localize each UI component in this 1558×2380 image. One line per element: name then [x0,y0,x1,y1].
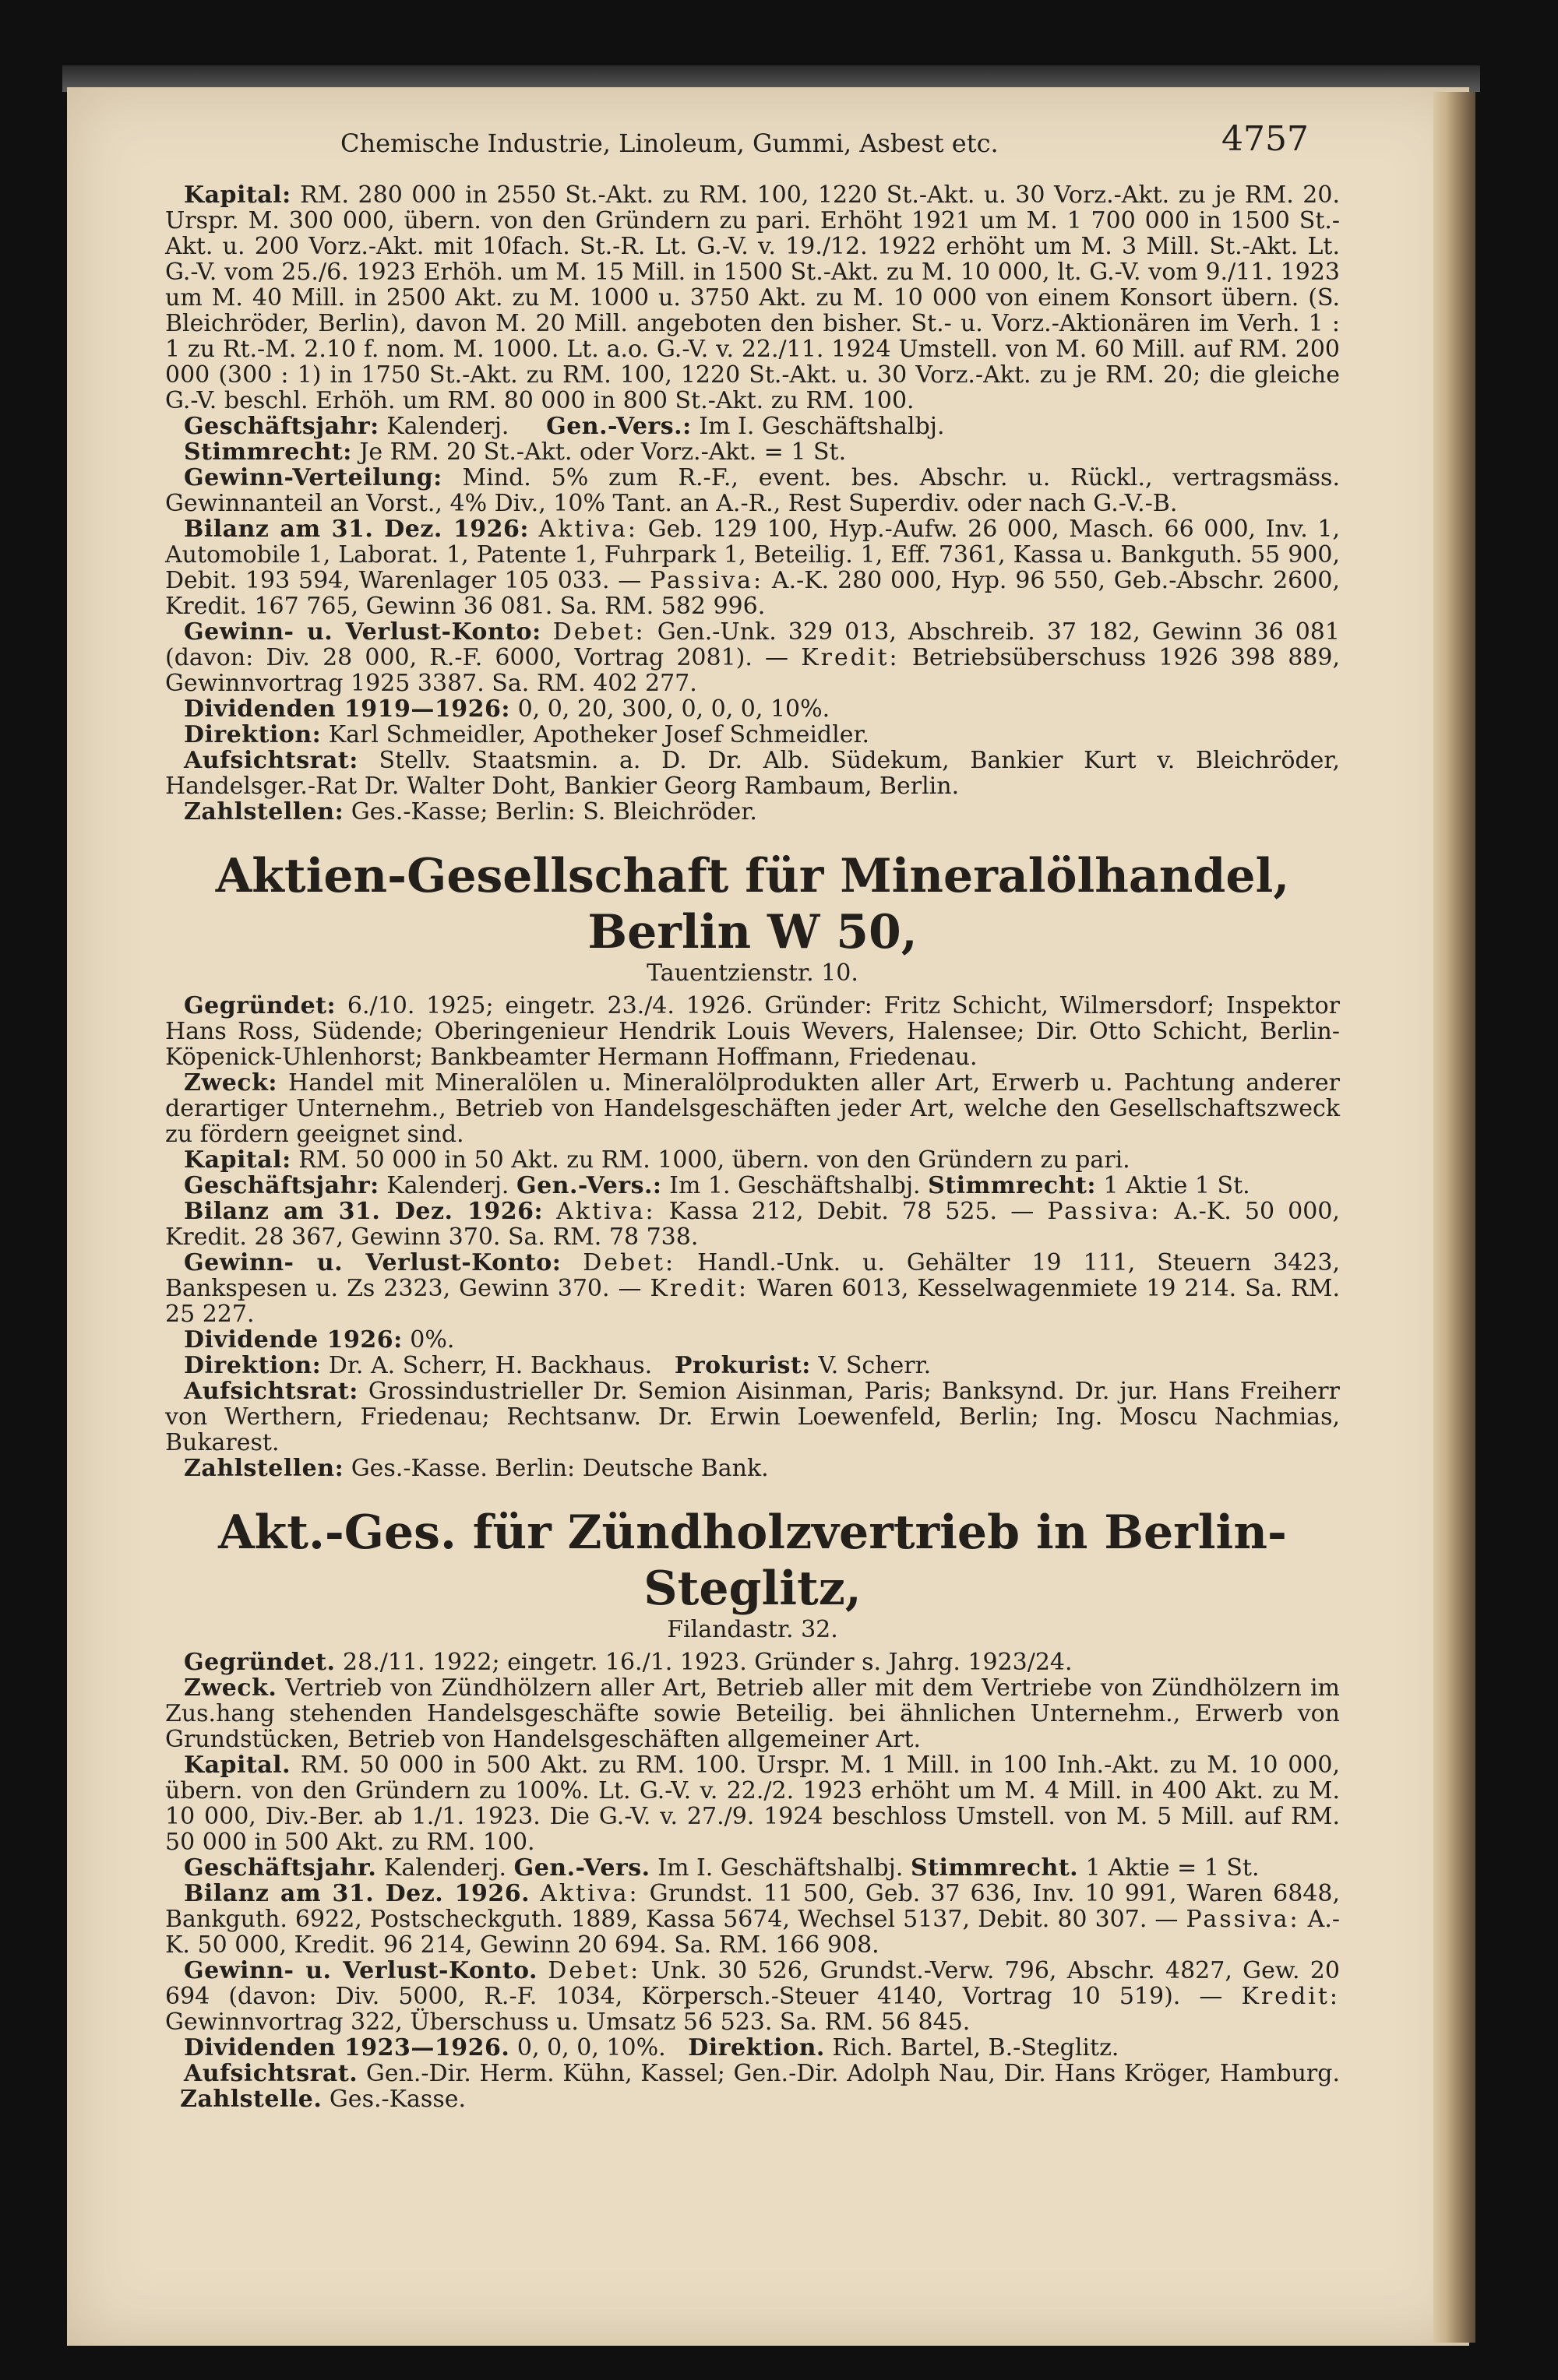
c2-company-title: Aktien-Gesellschaft für Mineralölhandel, Berlin W 50, [215,849,1290,959]
c2-zahlstellen: Zahlstellen: Ges.-Kasse. Berlin: Deutsche Bank. [184,1455,769,1482]
c2-zweck: Zweck: Handel mit Mineralölen u. Mineralölprodukten aller Art, Erwerb u. Pachtung anderer derartiger Unternehm., Betrieb von Handelsgeschäften jeder Art, welche den Gesellschaftszweck zu fördern geeignet sind. [165,1069,1340,1148]
c3-gewinn-verlust: Gewinn- u. Verlust-Konto. Debet: Unk. 30 526, Grundst.-Verw. 796, Abschr. 4827, Gew. 20 694 (davon: Div. 5000, R.-F. 1034, Körpersch.-Steuer 4140, Vortrag 10 519). — Kredit: Gewinnvortrag 322, Überschuss u. Umsatz 56 523. Sa. RM. 56 845. [165,1957,1340,2036]
c2-geschaeftsjahr: Geschäftsjahr: Kalenderj. Gen.-Vers.: Im 1. Geschäftshalbj. Stimmrecht: 1 Aktie 1 St. [184,1172,1250,1199]
c2-aufsichtsrat: Aufsichtsrat: Grossindustrieller Dr. Semion Aisinman, Paris; Banksynd. Dr. jur. Hans Freiherr von Werthern, Friedenau; Rechtsanw. Dr. Erwin Loewenfeld, Berlin; Ing. Moscu Nachmias, Bukarest. [165,1378,1340,1456]
c2-kapital: Kapital: RM. 50 000 in 50 Akt. zu RM. 1000, übern. von den Gründern zu pari. [184,1146,1130,1174]
c1-stimmrecht: Stimmrecht: Je RM. 20 St.-Akt. oder Vorz.-Akt. = 1 St. [184,438,847,466]
c1-direktion: Direktion: Karl Schmeidler, Apotheker Josef Schmeidler. [184,721,870,748]
c1-aufsichtsrat: Aufsichtsrat: Stellv. Staatsmin. a. D. Dr. Alb. Südekum, Bankier Kurt v. Bleichröder, Handelsger.-Rat Dr. Walter Doht, Bankier Georg Rambaum, Berlin. [165,747,1340,800]
c3-aufsichtsrat: Aufsichtsrat. Gen.-Dir. Herm. Kühn, Kassel; Gen.-Dir. Adolph Nau, Dir. Hans Kröger, Hamburg. Zahlstelle. Ges.-Kasse. [180,2060,1340,2113]
running-header [165,119,1340,178]
c1-gewinnverteilung: Gewinn-Verteilung: Mind. 5% zum R.-F., event. bes. Abschr. u. Rückl., vertragsmäss. Gewinnanteil an Vorst., 4% Div., 10% Tant. an A.-R., Rest Superdiv. oder nach G.-V.-B. [165,464,1340,517]
c2-direktion: Direktion: Dr. A. Scherr, H. Backhaus. Prokurist: V. Scherr. [184,1352,932,1379]
page-stack-edge [1433,92,1475,2343]
c2-gewinn-verlust: Gewinn- u. Verlust-Konto: Debet: Handl.-Unk. u. Gehälter 19 111, Steuern 3423, Bankspesen u. Zs 2323, Gewinn 370. — Kredit: Waren 6013, Kesselwagenmiete 19 214. Sa. RM. 25 227. [165,1249,1340,1328]
c3-company-title: Akt.-Ges. für Zündholzvertrieb in Berlin-Steglitz, [218,1505,1287,1616]
c1-kapital: Kapital: RM. 280 000 in 2550 St.-Akt. zu RM. 100, 1220 St.-Akt. u. 30 Vorz.-Akt. zu je RM. 20. Urspr. M. 300 000, übern. von den Gründern zu pari. Erhöht 1921 um M. 1 700 000 in 1500 St.-Akt. u. 200 Vorz.-Akt. mit 10fach. St.-R. Lt. G.-V. v. 19./12. 1922 erhöht um M. 3 Mill. St.-Akt. Lt. G.-V. vom 25./6. 1923 Erhöh. um M. 15 Mill. in 1500 St.-Akt. zu M. 10 000, lt. G.-V. vom 9./11. 1923 um M. 40 Mill. in 2500 Akt. zu M. 1000 u. 3750 Akt. zu M. 10 000 von einem Konsort übern. (S. Bleichröder, Berlin), davon M. 20 Mill. angeboten den bisher. St.- u. Vorz.-Aktionären im Verh. 1 : 1 zu Rt.-M. 2.10 f. nom. M. 1000. Lt. a.o. G.-V. v. 22./11. 1924 Umstell. von M. 60 Mill. auf RM. 200 000 (300 : 1) in 1750 St.-Akt. zu RM. 100, 1220 St.-Akt. u. 30 Vorz.-Akt. zu je RM. 20; die gleiche G.-V. beschl. Erhöh. um RM. 80 000 in 800 St.-Akt. zu RM. 100. [165,181,1340,414]
c1-bilanz: Bilanz am 31. Dez. 1926: Aktiva: Geb. 129 100, Hyp.-Aufw. 26 000, Masch. 66 000, Inv. 1, Automobile 1, Laborat. 1, Patente 1, Fuhrpark 1, Beteilig. 1, Eff. 7361, Kassa u. Bankguth. 55 900, Debit. 193 594, Warenlager 105 033. — Passiva: A.-K. 280 000, Hyp. 96 550, Geb.-Abschr. 2600, Kredit. 167 765, Gewinn 36 081. Sa. RM. 582 996. [165,516,1340,620]
c3-address: Filandastr. 32. [667,1616,838,1643]
page-content [165,119,1340,2113]
c3-kapital: Kapital. RM. 50 000 in 500 Akt. zu RM. 100. Urspr. M. 1 Mill. in 100 Inh.-Akt. zu M. 10 000, übern. von den Gründern zu 100%. Lt. G.-V. v. 22./2. 1923 erhöht um M. 4 Mill. in 400 Akt. zu M. 10 000, Div.-Ber. ab 1./1. 1923. Die G.-V. v. 27./9. 1924 beschloss Umstell. von M. 5 Mill. auf RM. 50 000 in 500 Akt. zu RM. 100. [165,1752,1340,1856]
c2-dividende: Dividende 1926: 0%. [184,1326,455,1354]
c2-gegruendet: Gegründet: 6./10. 1925; eingetr. 23./4. 1926. Gründer: Fritz Schicht, Wilmersdorf; Inspektor Hans Ross, Südende; Oberingenieur Hendrik Louis Wevers, Halensee; Dir. Otto Schicht, Berlin-Köpenick-Uhlenhorst; Bankbeamter Hermann Hoffmann, Friedenau. [165,992,1340,1071]
page-number: 4757 [1221,119,1309,159]
c1-dividenden: Dividenden 1919—1926: 0, 0, 20, 300, 0, 0, 0, 10%. [184,695,830,723]
c1-zahlstellen: Zahlstellen: Ges.-Kasse; Berlin: S. Bleichröder. [184,798,757,826]
c3-geschaeftsjahr: Geschäftsjahr. Kalenderj. Gen.-Vers. Im I. Geschäftshalbj. Stimmrecht. 1 Aktie = 1 St. [184,1854,1260,1882]
c3-zweck: Zweck. Vertrieb von Zündhölzern aller Art, Betrieb aller mit dem Vertriebe von Zündhölzern im Zus.hang stehenden Handelsgeschäfte sowie Beteilig. bei ähnlichen Unternehm., Erwerb von Grundstücken, Betrieb von Handelsgeschäften allgemeiner Art. [165,1674,1340,1753]
header-title: Chemische Industrie, Linoleum, Gummi, Asbest etc. [340,129,999,158]
c3-bilanz: Bilanz am 31. Dez. 1926. Aktiva: Grundst. 11 500, Geb. 37 636, Inv. 10 991, Waren 6848, Bankguth. 6922, Postscheckguth. 1889, Kassa 5674, Wechsel 5137, Debit. 80 307. — Passiva: A.-K. 50 000, Kredit. 96 214, Gewinn 20 694. Sa. RM. 166 908. [165,1880,1340,1959]
c3-gegruendet: Gegründet. 28./11. 1922; eingetr. 16./1. 1923. Gründer s. Jahrg. 1923/24. [184,1649,1073,1676]
c3-dividenden: Dividenden 1923—1926. 0, 0, 0, 10%. Direktion. Rich. Bartel, B.-Steglitz. [184,2034,1119,2061]
c2-bilanz: Bilanz am 31. Dez. 1926: Aktiva: Kassa 212, Debit. 78 525. — Passiva: A.-K. 50 000, Kredit. 28 367, Gewinn 370. Sa. RM. 78 738. [165,1198,1340,1251]
c1-gewinn-verlust: Gewinn- u. Verlust-Konto: Debet: Gen.-Unk. 329 013, Abschreib. 37 182, Gewinn 36 081 (davon: Div. 28 000, R.-F. 6000, Vortrag 2081). — Kredit: Betriebsüberschuss 1926 398 889, Gewinnvortrag 1925 3387. Sa. RM. 402 277. [165,618,1340,697]
c1-geschaeftsjahr: Geschäftsjahr: Kalenderj. Gen.-Vers.: Im I. Geschäftshalbj. [184,413,945,440]
c2-address: Tauentzienstr. 10. [647,959,858,987]
